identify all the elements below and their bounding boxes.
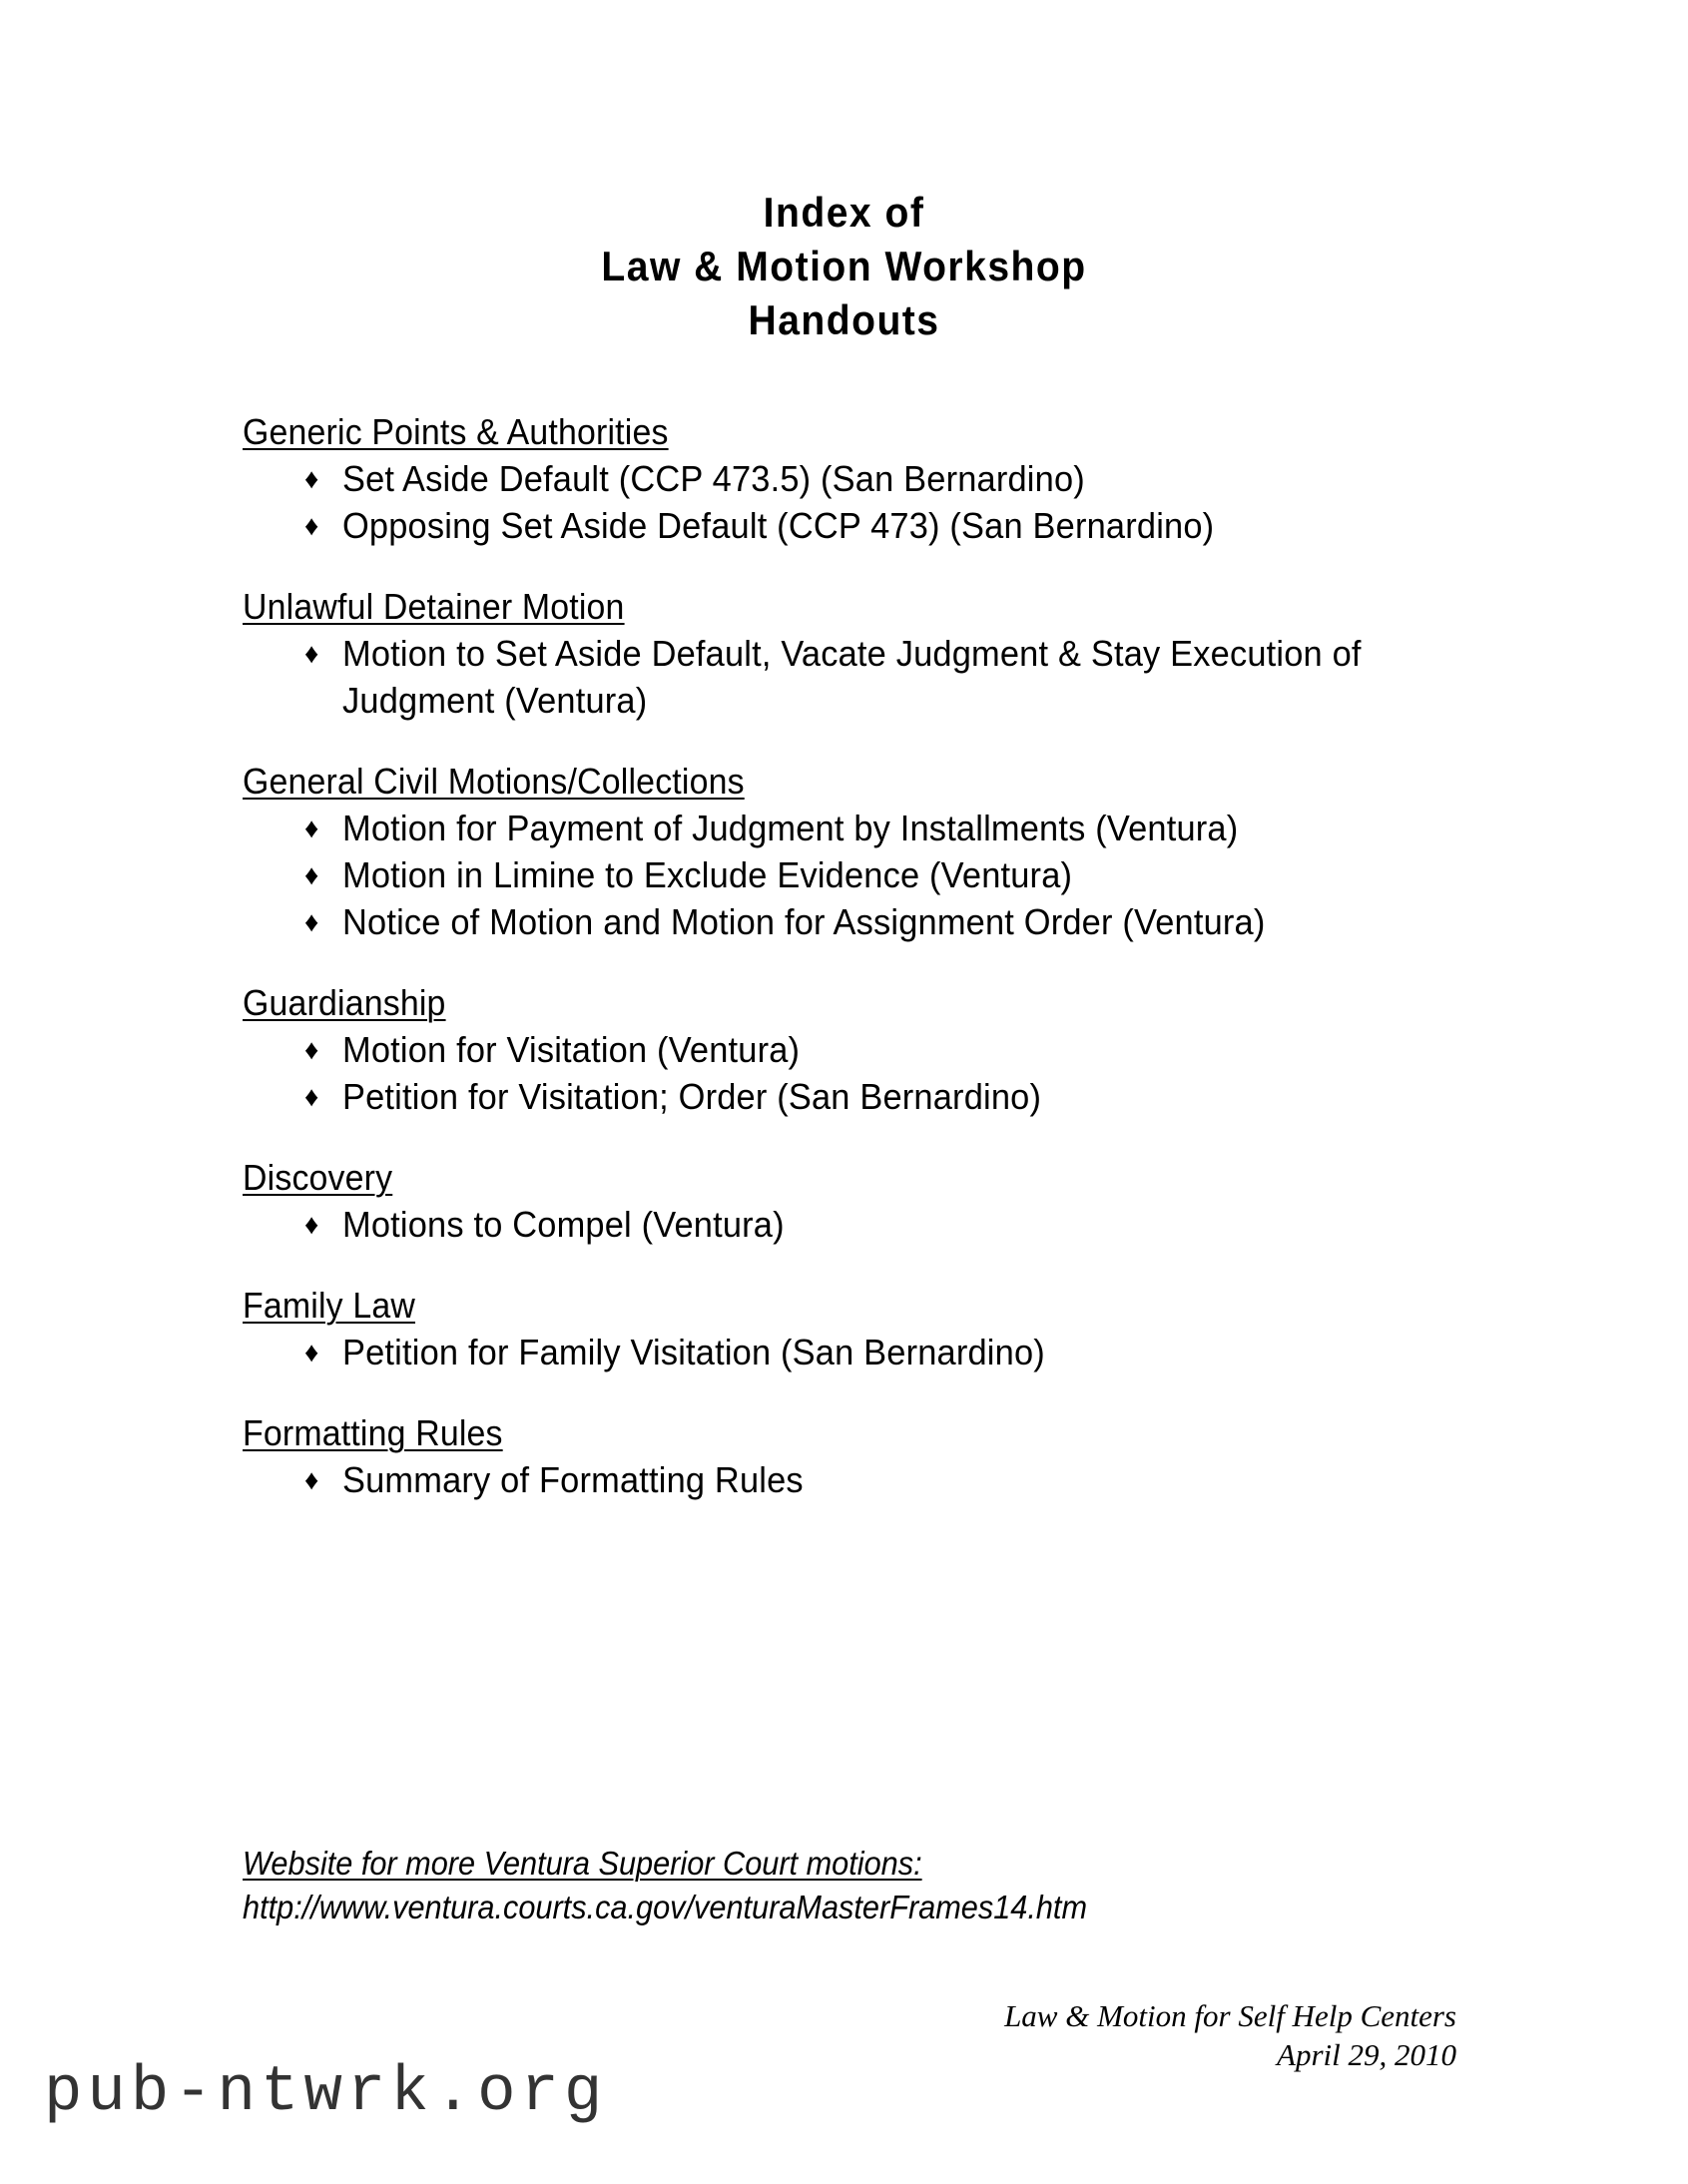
- list-item: [243, 502, 1420, 549]
- list-item: [243, 455, 1420, 502]
- website-note-label-row: [243, 1842, 1490, 1886]
- page-footer: [1004, 1996, 1456, 2074]
- section-formatting-rules: [243, 1409, 1420, 1503]
- footer-date: April 29, 2010: [1277, 2037, 1456, 2072]
- section-item-list: [243, 1201, 1420, 1248]
- list-item-label: Motion for Visitation (Ventura): [342, 1029, 801, 1070]
- list-item-label: Motion to Set Aside Default, Vacate Judgment & Stay Execution of Judgment (Ventura): [342, 633, 1362, 721]
- section-item-list: [243, 1026, 1420, 1120]
- list-item: [243, 1329, 1420, 1375]
- section-item-list: [243, 630, 1420, 724]
- list-item-label: Motions to Compel (Ventura): [342, 1204, 785, 1245]
- section-item-list: [243, 1329, 1420, 1375]
- section-item-list: [243, 1456, 1420, 1503]
- index-sections: [243, 408, 1420, 1503]
- section-unlawful-detainer-motion: [243, 583, 1420, 724]
- list-item-label: Set Aside Default (CCP 473.5) (San Bernardino): [342, 458, 1085, 499]
- diamond-bullet-icon: ♦: [304, 906, 319, 937]
- footer-title: Law & Motion for Self Help Centers: [1004, 1998, 1456, 2033]
- list-item: [243, 898, 1420, 945]
- list-item: [243, 1026, 1420, 1073]
- diamond-bullet-icon: ♦: [304, 859, 319, 890]
- list-item-label: Motion in Limine to Exclude Evidence (Ventura): [342, 854, 1073, 895]
- diamond-bullet-icon: ♦: [304, 813, 319, 843]
- section-heading: Formatting Rules: [243, 1412, 503, 1453]
- section-heading: Guardianship: [243, 982, 446, 1023]
- list-item-label: Summary of Formatting Rules: [342, 1459, 804, 1500]
- section-item-list: [243, 805, 1420, 945]
- diamond-bullet-icon: ♦: [304, 1337, 319, 1367]
- title-line-3: Handouts: [748, 296, 940, 343]
- section-discovery: [243, 1154, 1420, 1248]
- website-note-url-row: [243, 1886, 1490, 1929]
- section-guardianship: [243, 979, 1420, 1120]
- list-item: [243, 851, 1420, 898]
- section-item-list: [243, 455, 1420, 549]
- list-item: [243, 630, 1420, 724]
- section-heading: Family Law: [243, 1285, 416, 1326]
- section-heading: Generic Points & Authorities: [243, 411, 669, 452]
- list-item-label: Motion for Payment of Judgment by Installments (Ventura): [342, 808, 1239, 848]
- section-generic-points-authorities: [243, 408, 1420, 549]
- website-url[interactable]: http://www.ventura.courts.ca.gov/venturaMasterFrames14.htm: [243, 1889, 1088, 1925]
- website-note-label: Website for more Ventura Superior Court motions:: [243, 1845, 922, 1882]
- section-heading: General Civil Motions/Collections: [243, 761, 745, 802]
- diamond-bullet-icon: ♦: [304, 1081, 319, 1112]
- section-general-civil-motions-collections: [243, 758, 1420, 945]
- diamond-bullet-icon: ♦: [304, 1034, 319, 1065]
- list-item-label: Opposing Set Aside Default (CCP 473) (San Bernardino): [342, 505, 1215, 546]
- list-item: [243, 1201, 1420, 1248]
- list-item-label: Notice of Motion and Motion for Assignment Order (Ventura): [342, 901, 1266, 942]
- diamond-bullet-icon: ♦: [304, 1464, 319, 1495]
- diamond-bullet-icon: ♦: [304, 463, 319, 494]
- section-family-law: [243, 1282, 1420, 1375]
- list-item: [243, 805, 1420, 851]
- website-note: [243, 1842, 1490, 1929]
- list-item-label: Petition for Family Visitation (San Bernardino): [342, 1332, 1045, 1372]
- diamond-bullet-icon: ♦: [304, 638, 319, 669]
- diamond-bullet-icon: ♦: [304, 1209, 319, 1240]
- section-heading: Unlawful Detainer Motion: [243, 586, 625, 627]
- section-heading: Discovery: [243, 1157, 393, 1198]
- list-item: [243, 1456, 1420, 1503]
- title-line-1: Index of: [763, 189, 925, 236]
- document-title: [0, 186, 1688, 347]
- watermark: pub-ntwrk.org: [44, 2057, 608, 2129]
- diamond-bullet-icon: ♦: [304, 510, 319, 541]
- list-item: [243, 1073, 1420, 1120]
- list-item-label: Petition for Visitation; Order (San Bernardino): [342, 1076, 1042, 1117]
- title-line-2: Law & Motion Workshop: [601, 243, 1087, 289]
